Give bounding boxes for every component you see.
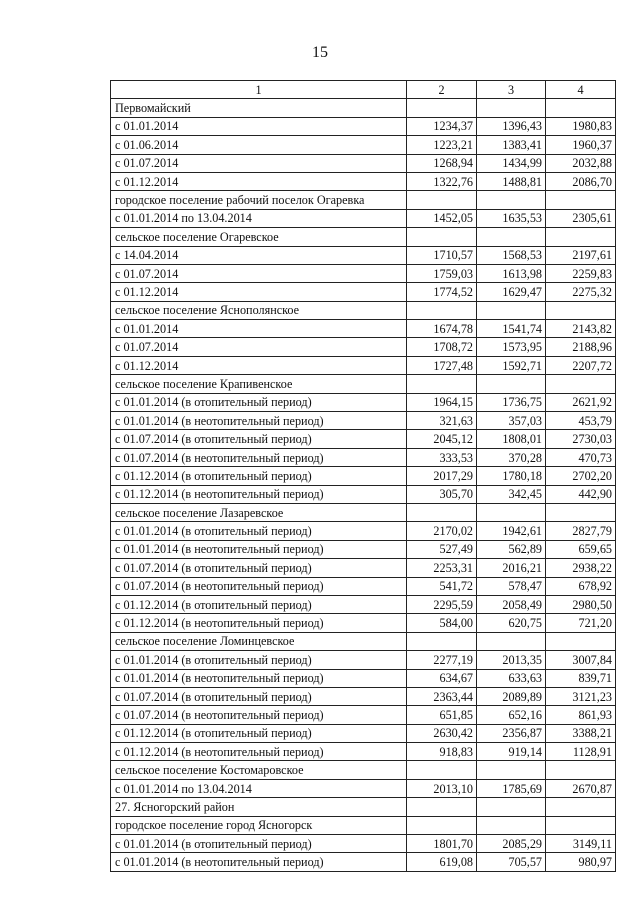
value-cell: 1268,94 xyxy=(407,154,477,172)
table-row xyxy=(111,485,616,503)
row-label: с 01.01.2014 xyxy=(111,320,407,338)
value-cell: 370,28 xyxy=(477,448,546,466)
table-row xyxy=(111,522,616,540)
row-label: городское поселение город Ясногорск xyxy=(111,816,407,834)
table-row xyxy=(111,99,616,117)
value-cell: 1223,21 xyxy=(407,136,477,154)
table-row xyxy=(111,264,616,282)
value-cell xyxy=(407,301,477,319)
table-row xyxy=(111,669,616,687)
row-label: с 01.01.2014 (в отопительный период) xyxy=(111,835,407,853)
table-row xyxy=(111,448,616,466)
value-cell xyxy=(546,301,616,319)
value-cell: 1708,72 xyxy=(407,338,477,356)
value-cell: 2013,35 xyxy=(477,651,546,669)
table-row xyxy=(111,540,616,558)
value-cell: 1964,15 xyxy=(407,393,477,411)
row-label: с 01.12.2014 (в неотопительный период) xyxy=(111,743,407,761)
table-row xyxy=(111,430,616,448)
value-cell: 2017,29 xyxy=(407,467,477,485)
table-row xyxy=(111,320,616,338)
value-cell: 2170,02 xyxy=(407,522,477,540)
value-cell: 305,70 xyxy=(407,485,477,503)
value-cell: 342,45 xyxy=(477,485,546,503)
value-cell xyxy=(546,375,616,393)
value-cell: 918,83 xyxy=(407,743,477,761)
value-cell xyxy=(546,632,616,650)
table-row xyxy=(111,246,616,264)
table-row xyxy=(111,651,616,669)
value-cell: 584,00 xyxy=(407,614,477,632)
value-cell xyxy=(546,761,616,779)
table-row xyxy=(111,375,616,393)
value-cell: 1452,05 xyxy=(407,209,477,227)
value-cell: 527,49 xyxy=(407,540,477,558)
table-header-row xyxy=(111,81,616,99)
row-label: сельское поселение Яснополянское xyxy=(111,301,407,319)
value-cell: 1808,01 xyxy=(477,430,546,448)
value-cell: 678,92 xyxy=(546,577,616,595)
value-cell: 442,90 xyxy=(546,485,616,503)
table-row xyxy=(111,798,616,816)
value-cell: 2305,61 xyxy=(546,209,616,227)
value-cell: 1710,57 xyxy=(407,246,477,264)
table-row xyxy=(111,724,616,742)
header-cell: 4 xyxy=(546,81,616,99)
value-cell: 2275,32 xyxy=(546,283,616,301)
value-cell: 1383,41 xyxy=(477,136,546,154)
value-cell: 2207,72 xyxy=(546,356,616,374)
table-row xyxy=(111,853,616,871)
value-cell: 2277,19 xyxy=(407,651,477,669)
value-cell xyxy=(477,228,546,246)
value-cell: 2730,03 xyxy=(546,430,616,448)
value-cell: 3149,11 xyxy=(546,835,616,853)
value-cell xyxy=(546,816,616,834)
value-cell xyxy=(477,632,546,650)
value-cell: 1785,69 xyxy=(477,779,546,797)
value-cell: 1568,53 xyxy=(477,246,546,264)
value-cell xyxy=(477,191,546,209)
row-label: сельское поселение Крапивенское xyxy=(111,375,407,393)
row-label: сельское поселение Костомаровское xyxy=(111,761,407,779)
value-cell: 1488,81 xyxy=(477,172,546,190)
value-cell: 2938,22 xyxy=(546,559,616,577)
table-row xyxy=(111,301,616,319)
value-cell: 1592,71 xyxy=(477,356,546,374)
value-cell: 2188,96 xyxy=(546,338,616,356)
value-cell: 2089,89 xyxy=(477,687,546,705)
value-cell xyxy=(407,816,477,834)
value-cell: 652,16 xyxy=(477,706,546,724)
value-cell: 1613,98 xyxy=(477,264,546,282)
value-cell xyxy=(407,191,477,209)
value-cell: 470,73 xyxy=(546,448,616,466)
table-row xyxy=(111,136,616,154)
header-cell: 1 xyxy=(111,81,407,99)
table-row xyxy=(111,209,616,227)
value-cell: 321,63 xyxy=(407,412,477,430)
value-cell: 1736,75 xyxy=(477,393,546,411)
value-cell xyxy=(407,632,477,650)
row-label: с 01.12.2014 (в неотопительный период) xyxy=(111,614,407,632)
value-cell: 2032,88 xyxy=(546,154,616,172)
row-label: сельское поселение Ломинцевское xyxy=(111,632,407,650)
row-label: с 01.12.2014 (в отопительный период) xyxy=(111,467,407,485)
value-cell: 3121,23 xyxy=(546,687,616,705)
value-cell: 1780,18 xyxy=(477,467,546,485)
table-row xyxy=(111,614,616,632)
value-cell: 2702,20 xyxy=(546,467,616,485)
value-cell: 357,03 xyxy=(477,412,546,430)
row-label: с 01.01.2014 (в неотопительный период) xyxy=(111,540,407,558)
value-cell xyxy=(546,191,616,209)
value-cell: 2670,87 xyxy=(546,779,616,797)
value-cell: 861,93 xyxy=(546,706,616,724)
value-cell: 1322,76 xyxy=(407,172,477,190)
value-cell: 2086,70 xyxy=(546,172,616,190)
row-label: с 01.01.2014 (в отопительный период) xyxy=(111,522,407,540)
row-label: с 01.12.2014 (в неотопительный период) xyxy=(111,485,407,503)
value-cell: 2980,50 xyxy=(546,595,616,613)
row-label: с 01.07.2014 (в отопительный период) xyxy=(111,430,407,448)
value-cell: 1774,52 xyxy=(407,283,477,301)
value-cell: 1942,61 xyxy=(477,522,546,540)
row-label: с 01.01.2014 по 13.04.2014 xyxy=(111,209,407,227)
row-label: с 01.07.2014 xyxy=(111,338,407,356)
value-cell: 3388,21 xyxy=(546,724,616,742)
table-row xyxy=(111,779,616,797)
value-cell xyxy=(407,99,477,117)
value-cell: 633,63 xyxy=(477,669,546,687)
value-cell: 2016,21 xyxy=(477,559,546,577)
table-row xyxy=(111,154,616,172)
value-cell: 634,67 xyxy=(407,669,477,687)
row-label: с 01.12.2014 (в отопительный период) xyxy=(111,595,407,613)
value-cell xyxy=(477,816,546,834)
value-cell xyxy=(407,375,477,393)
row-label: с 01.07.2014 xyxy=(111,154,407,172)
value-cell xyxy=(477,99,546,117)
header-cell: 2 xyxy=(407,81,477,99)
value-cell: 1727,48 xyxy=(407,356,477,374)
row-label: с 01.07.2014 (в отопительный период) xyxy=(111,687,407,705)
value-cell: 1759,03 xyxy=(407,264,477,282)
value-cell xyxy=(407,798,477,816)
value-cell: 2143,82 xyxy=(546,320,616,338)
table-row xyxy=(111,117,616,135)
row-label: с 14.04.2014 xyxy=(111,246,407,264)
row-label: с 01.01.2014 по 13.04.2014 xyxy=(111,779,407,797)
value-cell: 1396,43 xyxy=(477,117,546,135)
row-label: сельское поселение Огаревское xyxy=(111,228,407,246)
value-cell: 2253,31 xyxy=(407,559,477,577)
value-cell: 2630,42 xyxy=(407,724,477,742)
value-cell: 980,97 xyxy=(546,853,616,871)
value-cell: 578,47 xyxy=(477,577,546,595)
value-cell: 651,85 xyxy=(407,706,477,724)
value-cell xyxy=(407,503,477,521)
value-cell: 705,57 xyxy=(477,853,546,871)
row-label: с 01.07.2014 (в неотопительный период) xyxy=(111,448,407,466)
value-cell: 333,53 xyxy=(407,448,477,466)
row-label: 27. Ясногорский район xyxy=(111,798,407,816)
row-label: сельское поселение Лазаревское xyxy=(111,503,407,521)
row-label: с 01.07.2014 (в отопительный период) xyxy=(111,559,407,577)
table-row xyxy=(111,172,616,190)
row-label: с 01.01.2014 (в отопительный период) xyxy=(111,651,407,669)
value-cell: 2197,61 xyxy=(546,246,616,264)
value-cell xyxy=(477,375,546,393)
value-cell: 2363,44 xyxy=(407,687,477,705)
table-row xyxy=(111,595,616,613)
value-cell: 541,72 xyxy=(407,577,477,595)
row-label: с 01.01.2014 xyxy=(111,117,407,135)
row-label: с 01.12.2014 xyxy=(111,356,407,374)
table-row xyxy=(111,283,616,301)
table-row xyxy=(111,706,616,724)
table-row xyxy=(111,191,616,209)
row-label: с 01.07.2014 xyxy=(111,264,407,282)
value-cell: 2045,12 xyxy=(407,430,477,448)
value-cell: 3007,84 xyxy=(546,651,616,669)
table-row xyxy=(111,467,616,485)
value-cell: 839,71 xyxy=(546,669,616,687)
table-row xyxy=(111,338,616,356)
row-label: с 01.06.2014 xyxy=(111,136,407,154)
row-label: с 01.12.2014 xyxy=(111,172,407,190)
value-cell: 1541,74 xyxy=(477,320,546,338)
value-cell: 1960,37 xyxy=(546,136,616,154)
value-cell xyxy=(546,798,616,816)
value-cell: 2295,59 xyxy=(407,595,477,613)
tariff-table xyxy=(110,80,616,872)
value-cell: 1629,47 xyxy=(477,283,546,301)
value-cell: 2058,49 xyxy=(477,595,546,613)
value-cell xyxy=(546,503,616,521)
table-row xyxy=(111,228,616,246)
value-cell: 2621,92 xyxy=(546,393,616,411)
value-cell xyxy=(407,761,477,779)
value-cell: 1980,83 xyxy=(546,117,616,135)
row-label: с 01.01.2014 (в неотопительный период) xyxy=(111,669,407,687)
row-label: Первомайский xyxy=(111,99,407,117)
table-row xyxy=(111,816,616,834)
table-row xyxy=(111,687,616,705)
row-label: с 01.01.2014 (в неотопительный период) xyxy=(111,853,407,871)
value-cell: 2356,87 xyxy=(477,724,546,742)
value-cell: 1234,37 xyxy=(407,117,477,135)
header-cell: 3 xyxy=(477,81,546,99)
value-cell: 721,20 xyxy=(546,614,616,632)
table-row xyxy=(111,393,616,411)
table-row xyxy=(111,559,616,577)
table-row xyxy=(111,412,616,430)
value-cell: 1434,99 xyxy=(477,154,546,172)
value-cell xyxy=(407,228,477,246)
table-row xyxy=(111,632,616,650)
table-row xyxy=(111,577,616,595)
value-cell: 2013,10 xyxy=(407,779,477,797)
table-row xyxy=(111,743,616,761)
value-cell: 2259,83 xyxy=(546,264,616,282)
row-label: с 01.01.2014 (в неотопительный период) xyxy=(111,412,407,430)
row-label: городское поселение рабочий поселок Огаревка xyxy=(111,191,407,209)
value-cell: 1674,78 xyxy=(407,320,477,338)
value-cell: 1801,70 xyxy=(407,835,477,853)
row-label: с 01.07.2014 (в неотопительный период) xyxy=(111,577,407,595)
row-label: с 01.01.2014 (в отопительный период) xyxy=(111,393,407,411)
row-label: с 01.07.2014 (в неотопительный период) xyxy=(111,706,407,724)
value-cell xyxy=(477,761,546,779)
value-cell: 620,75 xyxy=(477,614,546,632)
value-cell: 659,65 xyxy=(546,540,616,558)
table-row xyxy=(111,761,616,779)
row-label: с 01.12.2014 xyxy=(111,283,407,301)
page-number: 15 xyxy=(312,44,328,61)
value-cell xyxy=(546,228,616,246)
value-cell: 562,89 xyxy=(477,540,546,558)
value-cell: 619,08 xyxy=(407,853,477,871)
value-cell: 2085,29 xyxy=(477,835,546,853)
value-cell: 1573,95 xyxy=(477,338,546,356)
value-cell: 2827,79 xyxy=(546,522,616,540)
value-cell xyxy=(477,798,546,816)
table-row xyxy=(111,835,616,853)
value-cell: 1128,91 xyxy=(546,743,616,761)
value-cell xyxy=(477,503,546,521)
table-row xyxy=(111,503,616,521)
value-cell: 453,79 xyxy=(546,412,616,430)
table-row xyxy=(111,356,616,374)
value-cell xyxy=(477,301,546,319)
row-label: с 01.12.2014 (в отопительный период) xyxy=(111,724,407,742)
value-cell xyxy=(546,99,616,117)
value-cell: 919,14 xyxy=(477,743,546,761)
value-cell: 1635,53 xyxy=(477,209,546,227)
